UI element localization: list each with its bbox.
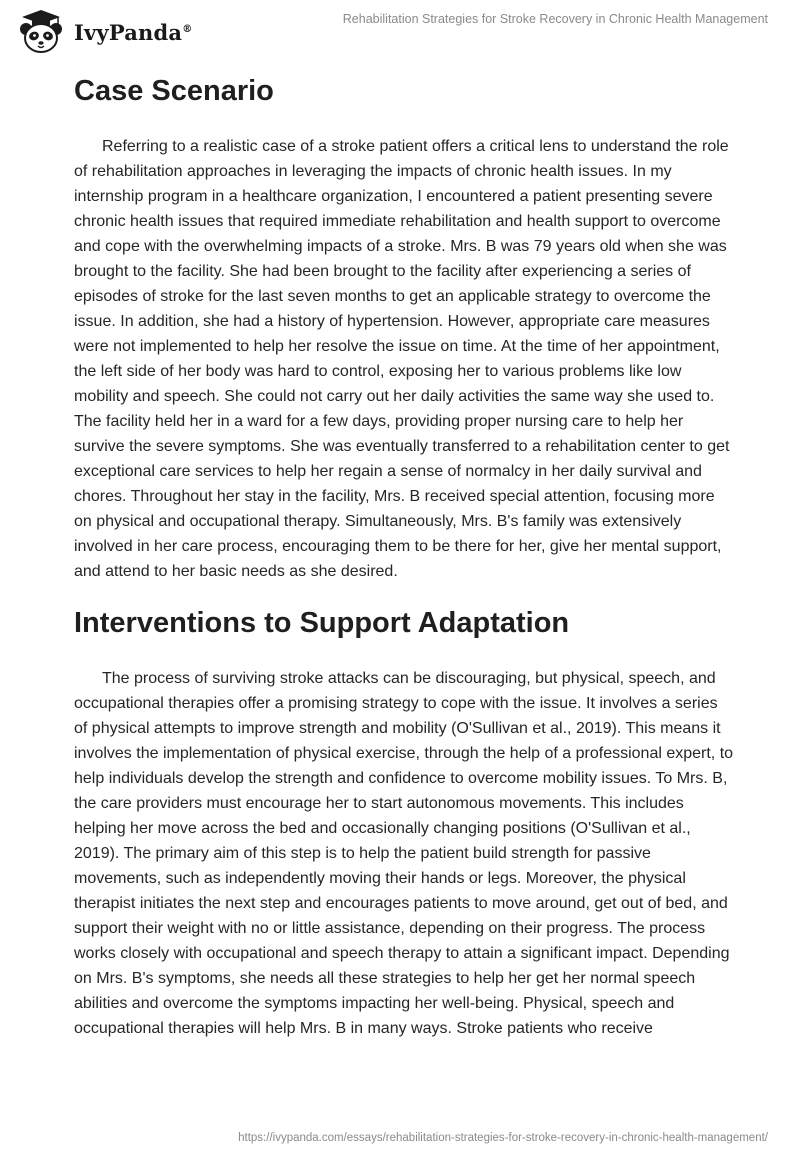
logo-text: IvyPanda® xyxy=(74,19,193,45)
document-title: Rehabilitation Strategies for Stroke Recovery in Chronic Health Management xyxy=(342,12,768,26)
registered-mark: ® xyxy=(182,23,193,35)
paragraph-case-scenario: Referring to a realistic case of a stroke patient offers a critical lens to understand the role of rehabilitation approaches in leveraging the impacts of chronic health issues. In my internship program in a healthcare organization, I encountered a patient presenting severe chronic health issues that required immediate rehabilitation and health support to overcome and cope with the overwhelming impacts of a stroke. Mrs. B was 79 years old when she was brought to the facility. She had been brought to the facility after experiencing a series of episodes of stroke for the last seven months to get an applicable strategy to overcome the issue. In addition, she had a history of hypertension. However, appropriate care measures were not implemented to help her resolve the issue on time. At the time of her appointment, the left side of her body was hard to control, exposing her to various problems like low mobility and speech. She could not carry out her daily activities the same way she used to. The facility held her in a ward for a few days, providing proper nursing care to help her survive the severe symptoms. She was eventually transferred to a rehabilitation center to get exceptional care services to help her regain a sense of normalcy in her daily survival and chores. Throughout her stay in the facility, Mrs. B received special attention, focusing more on physical and occupational therapy. Simultaneously, Mrs. B's family was extensively involved in her care process, encouraging them to be there for her, give her mental support, and attend to her basic needs as she desired. xyxy=(74,138,730,580)
heading-interventions: Interventions to Support Adaptation xyxy=(74,607,570,639)
footer-url-link[interactable]: https://ivypanda.com/essays/rehabilitation-strategies-for-stroke-recovery-in-chronic-health-management/ xyxy=(238,1132,768,1144)
panda-logo-icon xyxy=(14,8,68,54)
essay-content xyxy=(74,72,734,1041)
heading-case-scenario: Case Scenario xyxy=(74,75,274,107)
page-header xyxy=(0,0,800,60)
ivypanda-logo[interactable] xyxy=(14,8,192,54)
paragraph-interventions: The process of surviving stroke attacks can be discouraging, but physical, speech, and occupational therapies offer a promising strategy to cope with the issue. It involves a series of physical attempts to improve strength and mobility (O'Sullivan et al., 2019). This means it involves the implementation of physical exercise, through the help of a professional expert, to help individuals develop the strength and confidence to overcome mobility issues. To Mrs. B, the care providers must encourage her to start autonomous movements. This includes helping her move across the bed and occasionally changing positions (O'Sullivan et al., 2019). The primary aim of this step is to help the patient build strength for passive movements, such as independently moving their hands or legs. Moreover, the physical therapist initiates the next step and encourages patients to move around, get out of bed, and support their weight with no or little assistance, depending on their progress. The process works closely with occupational and speech therapy to attain a significant impact. Depending on Mrs. B's symptoms, she needs all these strategies to help her get her normal speech abilities and overcome the symptoms impacting her well-being. Physical, speech and occupational therapies will help Mrs. B in many ways. Stroke patients who receive xyxy=(74,670,734,1037)
